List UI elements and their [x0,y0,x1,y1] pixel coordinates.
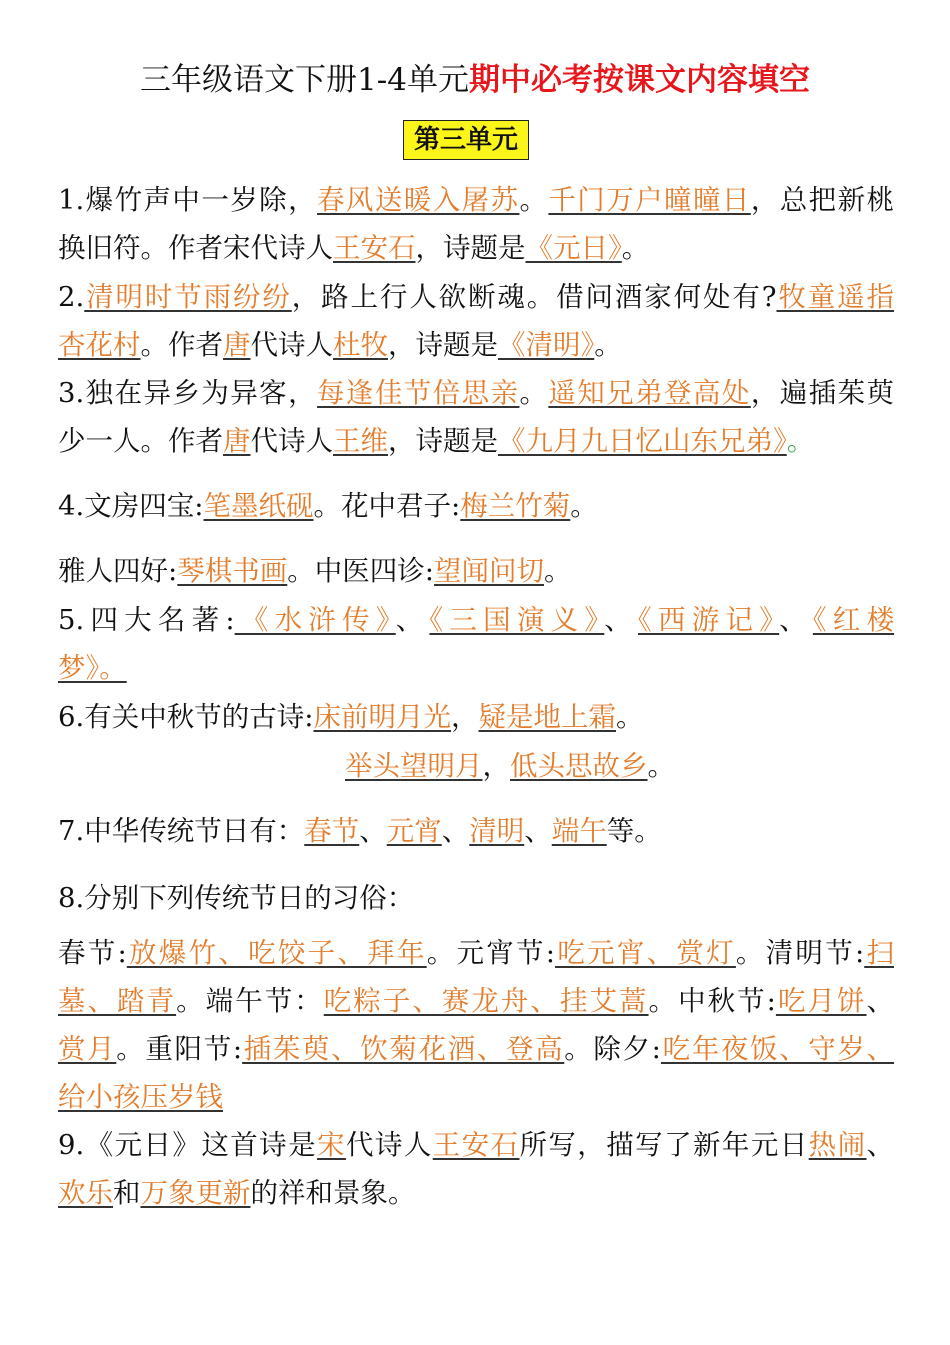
text: 。 [786,425,815,457]
text: 、 [866,985,895,1017]
answer-blank: 千门万户曈曈日 [548,184,751,216]
text: 。清明节: [735,937,865,969]
answer-blank: 赏月 [58,1033,117,1065]
answer-blank: 每逢佳节倍思亲 [317,377,520,409]
text: 代诗人 [345,1129,433,1161]
answer-blank: 梅兰竹菊 [460,490,571,522]
text: 。 [647,750,675,782]
answer-blank: 梦》。 [58,652,127,684]
q1-line-2 [58,230,894,266]
text: 。中秋节: [648,985,776,1017]
answer-blank: 扫 [864,937,894,969]
text: 雅人四好: [58,555,178,587]
answer-blank: 墓、踏青 [58,985,177,1017]
text: ，诗题是 [415,232,526,264]
text: 代诗人 [250,425,333,457]
answer-blank: 《九月九日忆山东兄弟》 [498,425,787,457]
answer-blank: 元宵 [386,815,442,847]
q5-line-2 [58,650,894,686]
q8-heading: 8.分别下列传统节日的习俗： [58,882,415,914]
answer-blank: 欢乐 [58,1177,113,1209]
text: 。端午节： [176,985,324,1017]
q3-line-1 [58,375,894,411]
answer-blank: 《元日》 [525,232,622,264]
q8-line-2 [58,983,894,1019]
answer-blank: 《三国演义》 [429,604,605,636]
answer-blank: 吃元宵、赏灯 [555,937,736,969]
text: 4.文房四宝: [58,490,204,522]
text: 、 [441,815,470,847]
text: ，路上行人欲断魂。借问酒家何处有? [291,281,777,313]
text: 。作者 [140,329,223,361]
text: 6.有关中秋节的古诗: [58,701,314,733]
text: ，总把新桃 [750,184,894,216]
answer-blank: 春风送暖入屠苏 [317,184,520,216]
text: 。 [519,184,549,216]
answer-blank: 疑是地上霜 [478,701,617,733]
answer-blank: 插茱萸、饮菊花酒、登高 [242,1033,565,1065]
answer-blank: 清明时节雨纷纷 [84,281,292,313]
text: ，遍插茱萸 [750,377,894,409]
answer-blank: 望闻问切 [434,555,545,587]
answer-blank: 杜牧 [333,329,388,361]
text: 。 [519,377,549,409]
answer-blank: 《清明》 [498,329,595,361]
answer-blank: 热闹 [808,1129,867,1161]
text: 。 [570,490,598,522]
text: 等。 [606,815,662,847]
text: 。 [594,329,622,361]
answer-blank: 举头望明月 [345,750,483,782]
q7-line [58,813,894,849]
answer-blank: 吃月饼 [775,985,867,1017]
text: 2. [58,281,85,313]
text: 。 [621,232,650,264]
q2-line-2 [58,327,894,363]
text: 春节: [58,937,127,969]
q6-line-2 [345,748,675,784]
text: ， [451,701,479,733]
answer-blank: 端午 [551,815,607,847]
text: 5.四大名著: [58,604,235,636]
q2-line-1 [58,279,894,315]
answer-blank: 唐 [223,329,251,361]
text: 。 [544,555,572,587]
answer-blank: 吃年夜饭、守岁、 [660,1033,895,1065]
text: 。中医四诊: [287,555,435,587]
answer-blank: 清明 [469,815,525,847]
q9-line-2 [58,1175,894,1211]
q8-line-1 [58,935,894,971]
text: ，诗题是 [388,329,498,361]
page-title [0,58,950,102]
answer-blank: 杏花村 [58,329,141,361]
text: 。除夕: [564,1033,661,1065]
text: 代诗人 [250,329,333,361]
text: 所写，描写了新年元日 [519,1129,809,1161]
q5-line-1 [58,602,894,638]
text: 、 [604,604,639,636]
q6-line-1 [58,699,894,735]
text: 7.中华传统节日有： [58,815,305,847]
answer-blank: 万象更新 [140,1177,251,1209]
unit-label: 第三单元 [403,120,529,160]
text: 、 [524,815,552,847]
text: 、 [779,604,813,636]
answer-blank: 唐 [223,425,251,457]
text: 、 [395,604,430,636]
answer-blank: 《红楼 [812,604,895,636]
answer-blank: 《水浒传》 [234,604,396,636]
answer-blank: 王安石 [432,1129,520,1161]
answer-blank: 吃粽子、赛龙舟、挂艾蒿 [323,985,649,1017]
text: 、 [866,1129,895,1161]
answer-blank: 给小孩压岁钱 [58,1081,223,1113]
q4-line-2 [58,553,894,589]
text: 。重阳节: [116,1033,243,1065]
q3-line-2 [58,423,894,459]
answer-blank: 《西游记》 [638,604,780,636]
q8-line-3 [58,1031,894,1067]
text: ，诗题是 [388,425,498,457]
answer-blank: 牧童遥指 [776,281,894,313]
text: 3.独在异乡为异客， [58,377,318,409]
text: 和 [113,1177,141,1209]
answer-blank: 琴棋书画 [177,555,288,587]
q1-line-1 [58,182,894,218]
answer-blank: 放爆竹、吃饺子、拜年 [126,937,427,969]
text: 9.《元日》这首诗是 [58,1129,318,1161]
answer-blank: 王维 [333,425,388,457]
answer-blank: 低头思故乡 [510,750,648,782]
answer-blank: 床前明月光 [313,701,452,733]
answer-blank: 春节 [304,815,360,847]
text: 。元宵节: [426,937,556,969]
text: 的祥和景象。 [250,1177,416,1209]
text: 1.爆竹声中一岁除， [58,184,318,216]
q9-line-1 [58,1127,894,1163]
title-grade: 三年级语文下册1-4单元 [140,62,469,98]
text: 。花中君子: [313,490,461,522]
answer-blank: 宋 [317,1129,346,1161]
answer-blank: 遥知兄弟登高处 [548,377,751,409]
q4-line-1 [58,488,894,524]
text: 少一人。作者 [58,425,223,457]
text: 。 [616,701,644,733]
text: 、 [359,815,387,847]
title-highlight: 期中必考按课文内容填空 [468,62,810,98]
text: 换旧符。作者宋代诗人 [58,232,333,264]
text: ， [482,750,510,782]
answer-blank: 笔墨纸砚 [203,490,314,522]
answer-blank: 王安石 [333,232,416,264]
q8-line-4 [58,1079,894,1115]
